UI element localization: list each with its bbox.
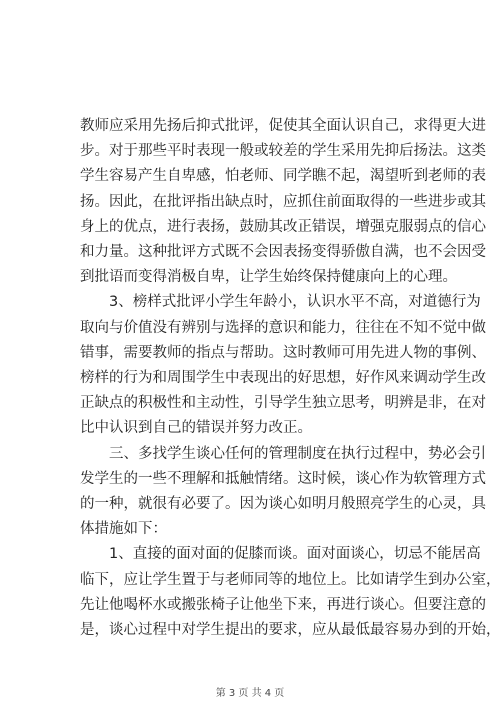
text-line: 3、榜样式批评小学生年龄小，认识水平不高，对道德行为: [80, 294, 481, 311]
text-line: 是，谈心过程中对学生提出的要求，应从最低最容易办到的开始，: [80, 622, 500, 639]
text-line: 1、直接的面对面的促膝而谈。面对面谈心，切忌不能居高: [80, 546, 481, 563]
text-line: 三、多找学生谈心任何的管理制度在执行过程中，势必会引: [80, 445, 486, 462]
text-line: 取向与价值没有辨别与选择的意识和能力，往往在不知不觉中做: [80, 319, 486, 336]
body-text: [80, 114, 500, 643]
text-line: 错事，需要教师的指点与帮助。这时教师可用先进人物的事例、: [80, 344, 486, 361]
page-number-footer: 第 3 页 共 4 页: [215, 688, 285, 699]
paragraph-1: [80, 114, 486, 290]
text-line: 体措施如下：: [80, 521, 167, 538]
text-line: 到批语而变得消极自卑，让学生始终保持健康向上的心理。: [80, 269, 457, 286]
text-line: 比中认识到自己的错误并努力改正。: [80, 420, 312, 437]
text-line: 学生容易产生自卑感，怕老师、同学瞧不起，渴望听到老师的表: [80, 168, 486, 185]
text-line: 扬。因此，在批评指出缺点时，应抓住前面取得的一些进步或其: [80, 193, 486, 210]
paragraph-4: [80, 542, 500, 643]
text-line: 身上的优点，进行表扬，鼓励其改正错误，增强克服弱点的信心: [80, 218, 486, 235]
text-line: 和力量。这种批评方式既不会因表扬变得骄傲自满，也不会因受: [80, 244, 486, 261]
text-line: 先让他喝杯水或搬张椅子让他坐下来，再进行谈心。但要注意的: [80, 596, 486, 613]
paragraph-3: [80, 442, 486, 543]
text-line: 正缺点的积极性和主动性，引导学生独立思考，明辨是非，在对: [80, 395, 486, 412]
text-line: 临下，应让学生置于与老师同等的地位上。比如请学生到办公室，: [80, 571, 500, 588]
text-line: 榜样的行为和周围学生中表现出的好思想，好作风来调动学生改: [80, 370, 486, 387]
text-line: 发学生的一些不理解和抵触情绪。这时候，谈心作为软管理方式: [80, 470, 486, 487]
text-line: 的一种，就很有必要了。因为谈心如明月般照亮学生的心灵，具: [80, 496, 486, 513]
text-line: 步。对于那些平时表现一般或较差的学生采用先抑后扬法。这类: [80, 143, 486, 160]
paragraph-2: [80, 290, 486, 441]
text-line: 教师应采用先扬后抑式批评，促使其全面认识自己，求得更大进: [80, 118, 486, 134]
